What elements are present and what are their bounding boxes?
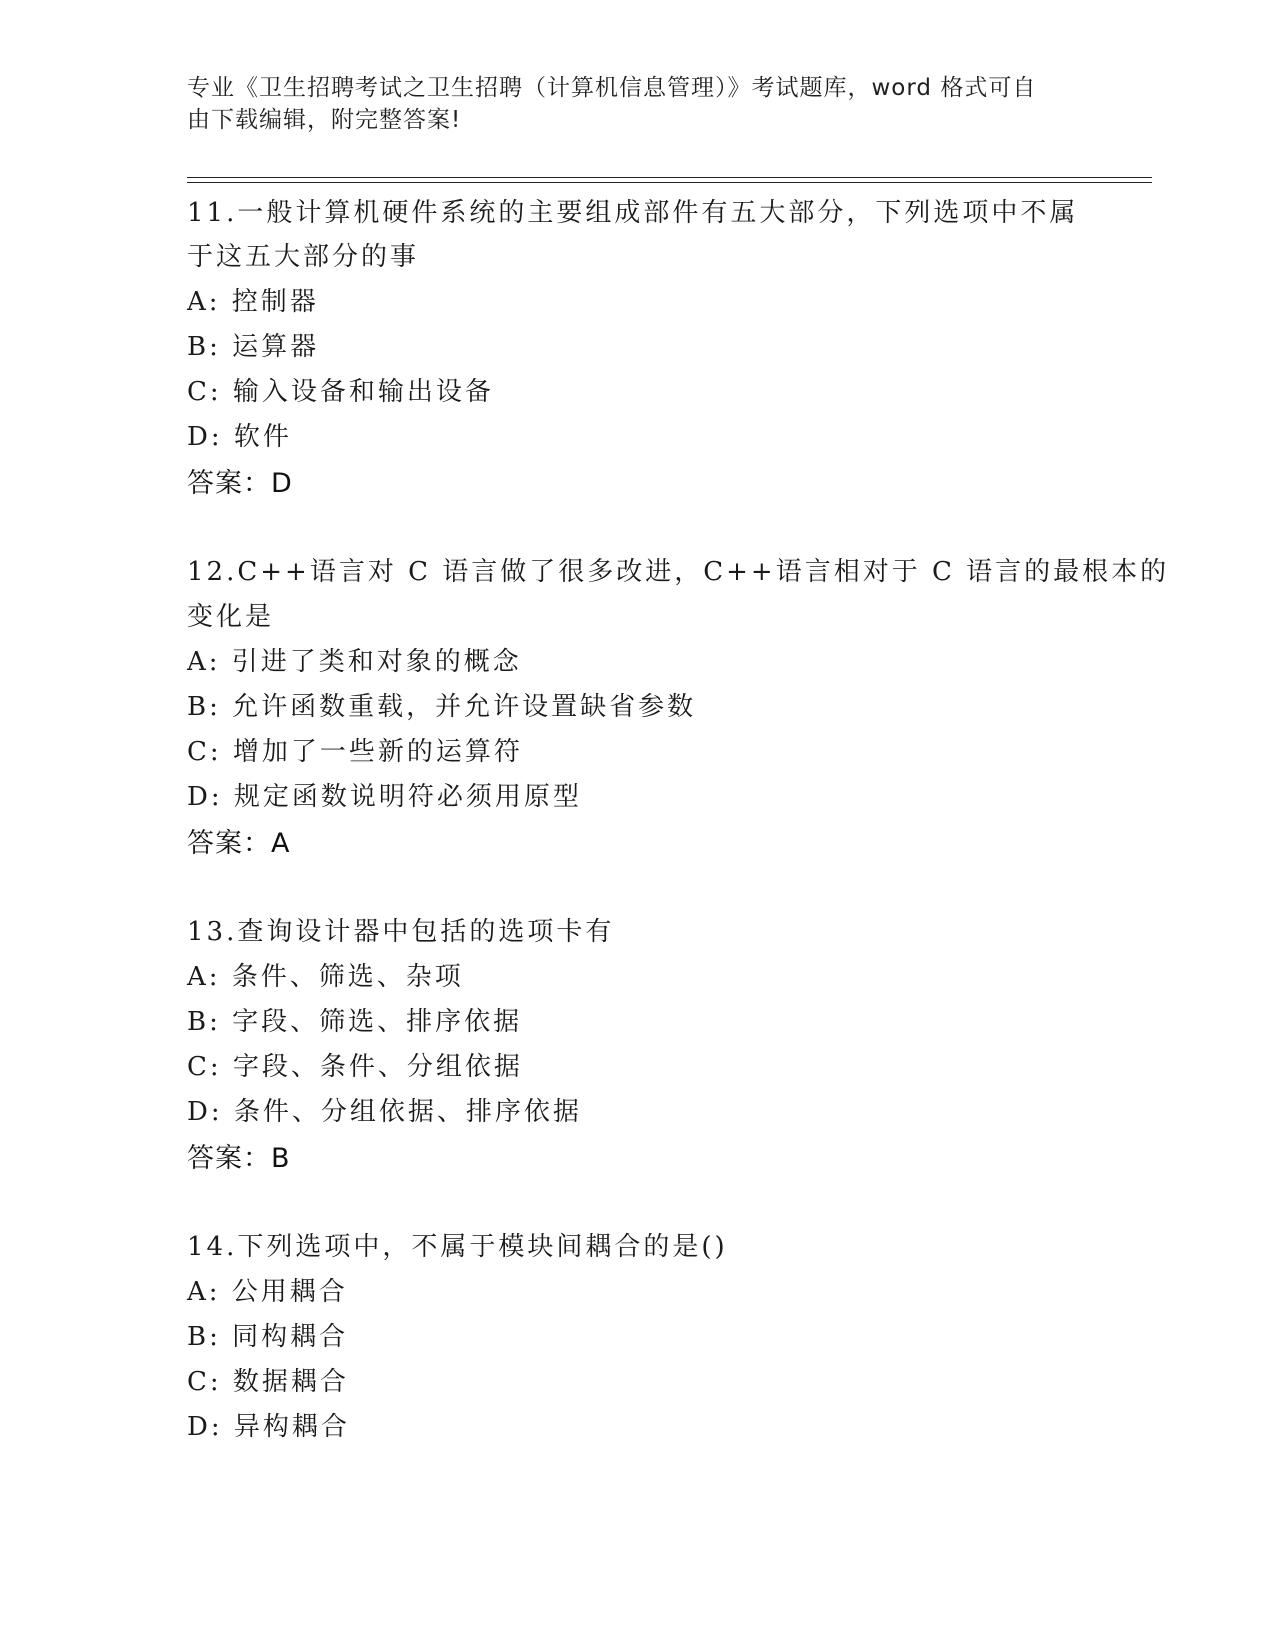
question-11-stem-line-2: 于这五大部分的事 — [187, 242, 420, 272]
header-divider-bottom — [187, 182, 1152, 183]
question-13-option-d: D: 条件、分组依据、排序依据 — [187, 1097, 582, 1127]
question-12-option-c: C: 增加了一些新的运算符 — [187, 737, 523, 767]
header-line-2: 由下载编辑，附完整答案! — [187, 107, 462, 133]
document-header — [187, 72, 1067, 136]
header-divider-top — [187, 177, 1152, 178]
question-14-option-d: D: 异构耦合 — [187, 1412, 350, 1442]
question-12-option-d: D: 规定函数说明符必须用原型 — [187, 782, 582, 812]
question-14-option-c: C: 数据耦合 — [187, 1367, 349, 1397]
question-11-option-a: A: 控制器 — [187, 287, 319, 317]
question-12-option-b: B: 允许函数重载，并允许设置缺省参数 — [187, 692, 697, 722]
question-11-option-b: B: 运算器 — [187, 332, 320, 362]
question-12-stem-line-1: 12.C++语言对 C 语言做了很多改进，C++语言相对于 C 语言的最根本的 — [187, 557, 1170, 587]
question-11-answer: 答案：D — [187, 468, 293, 499]
question-11-option-d: D: 软件 — [187, 422, 292, 452]
question-12-stem-line-2: 变化是 — [187, 602, 275, 632]
question-11-option-c: C: 输入设备和输出设备 — [187, 377, 494, 407]
question-13-option-a: A: 条件、筛选、杂项 — [187, 962, 464, 992]
question-13-answer: 答案：B — [187, 1143, 291, 1174]
header-line-1: 专业《卫生招聘考试之卫生招聘（计算机信息管理）》考试题库，word 格式可自 — [187, 75, 1037, 101]
question-12-option-a: A: 引进了类和对象的概念 — [187, 647, 522, 677]
question-14-option-b: B: 同构耦合 — [187, 1322, 349, 1352]
question-11-stem-line-1: 11.一般计算机硬件系统的主要组成部件有五大部分，下列选项中不属 — [187, 198, 1079, 228]
question-13-stem-line-1: 13.查询设计器中包括的选项卡有 — [187, 917, 615, 947]
question-12-answer: 答案：A — [187, 828, 291, 859]
question-14-stem-line-1: 14.下列选项中，不属于模块间耦合的是() — [187, 1232, 728, 1262]
question-14-option-a: A: 公用耦合 — [187, 1277, 348, 1307]
question-13-option-b: B: 字段、筛选、排序依据 — [187, 1007, 523, 1037]
question-13-option-c: C: 字段、条件、分组依据 — [187, 1052, 523, 1082]
